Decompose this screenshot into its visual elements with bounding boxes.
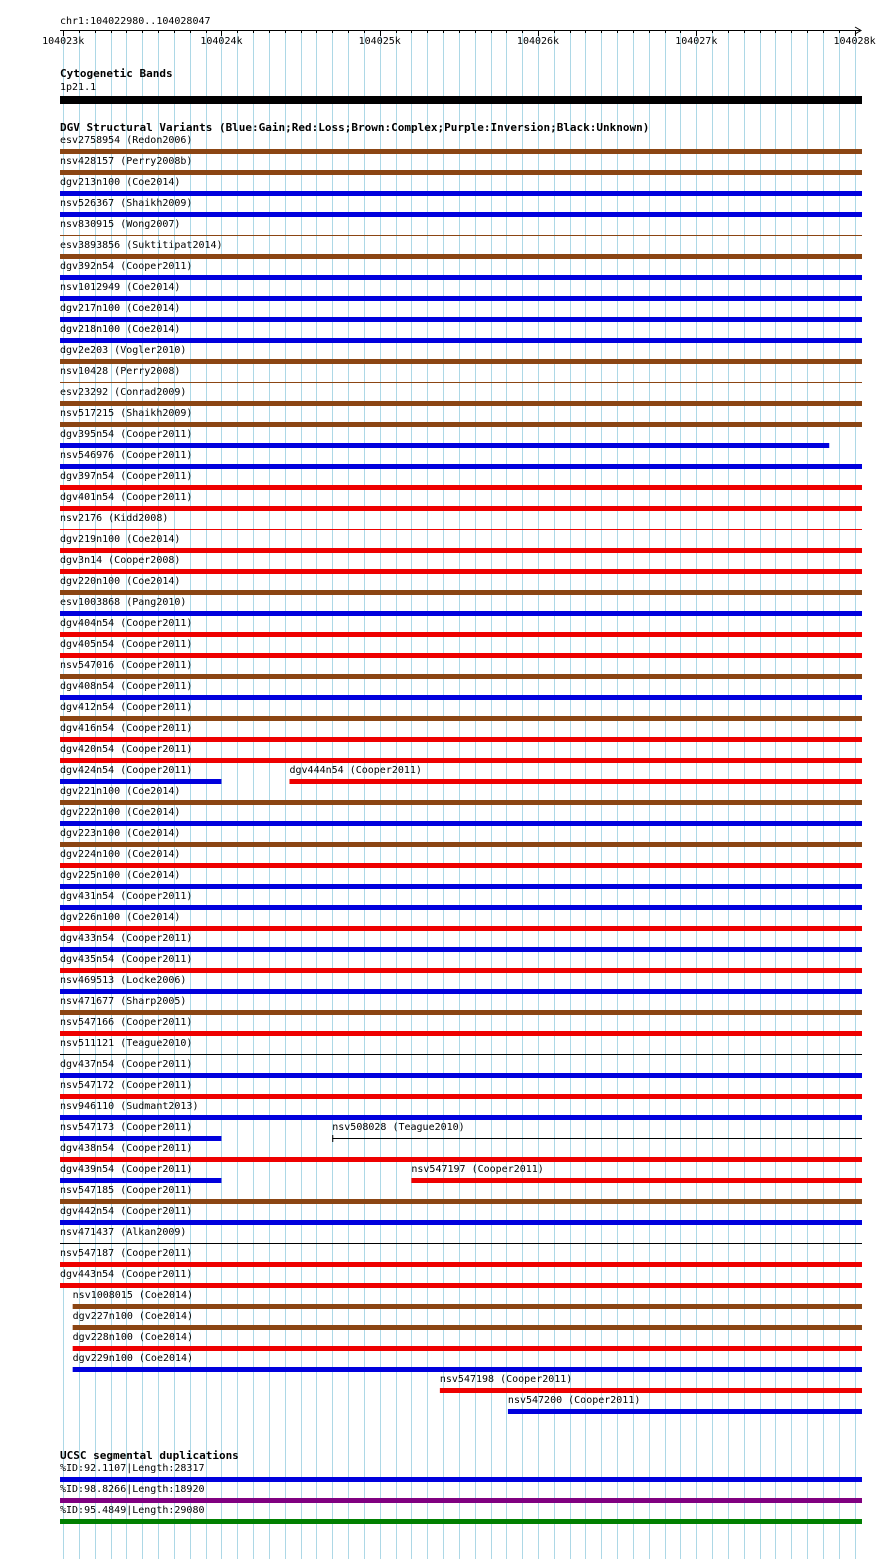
feature-bar — [60, 779, 221, 784]
feature-label: nsv471677 (Sharp2005) — [60, 996, 187, 1007]
coordinate-ruler — [42, 16, 876, 47]
feature-label: dgv220n100 (Coe2014) — [60, 576, 181, 587]
feature-label: dgv227n100 (Coe2014) — [72, 1311, 194, 1322]
feature-row — [60, 534, 862, 553]
feature-bar — [60, 1243, 862, 1244]
feature-bar — [60, 695, 862, 700]
feature-label: dgv222n100 (Coe2014) — [60, 807, 181, 818]
feature-label: dgv433n54 (Cooper2011) — [60, 933, 193, 944]
feature-label: nsv1012949 (Coe2014) — [60, 282, 181, 293]
feature-label: nsv2176 (Kidd2008) — [60, 513, 169, 524]
feature-label: nsv547198 (Cooper2011) — [439, 1374, 573, 1385]
feature-row — [60, 891, 862, 910]
feature-bar — [440, 1388, 862, 1393]
feature-row — [60, 1206, 862, 1225]
feature-label: dgv392n54 (Cooper2011) — [60, 261, 193, 272]
feature-row — [60, 933, 862, 952]
feature-label: dgv397n54 (Cooper2011) — [60, 471, 193, 482]
feature-label: 1p21.1 — [60, 82, 97, 93]
feature-bar — [60, 968, 862, 973]
feature-label: nsv547187 (Cooper2011) — [60, 1248, 193, 1259]
feature-bar — [508, 1409, 862, 1414]
feature-row — [60, 156, 862, 175]
feature-label: dgv401n54 (Cooper2011) — [60, 492, 193, 503]
feature-label: dgv404n54 (Cooper2011) — [60, 618, 193, 629]
feature-bar — [60, 422, 862, 427]
feature-label: nsv1008015 (Coe2014) — [72, 1290, 194, 1301]
feature-bar — [60, 96, 862, 104]
feature-bar — [60, 1115, 862, 1120]
feature-bar — [60, 506, 862, 511]
feature-label: nsv508028 (Teague2010) — [332, 1122, 465, 1133]
feature-label: dgv223n100 (Coe2014) — [60, 828, 181, 839]
feature-row — [60, 1101, 862, 1120]
feature-row — [60, 849, 862, 868]
feature-row — [60, 1227, 862, 1244]
feature-bar — [60, 212, 862, 217]
feature-label: nsv546976 (Cooper2011) — [60, 450, 193, 461]
feature-row — [60, 471, 862, 490]
feature-bar — [73, 1346, 862, 1351]
feature-row — [60, 576, 862, 595]
feature-row — [60, 513, 862, 530]
feature-row — [73, 1311, 862, 1330]
feature-row — [60, 807, 862, 826]
feature-label: nsv471437 (Alkan2009) — [60, 1227, 187, 1238]
feature-bar — [60, 1199, 862, 1204]
feature-row — [60, 261, 862, 280]
feature-row — [60, 1059, 862, 1078]
feature-row — [60, 408, 862, 427]
ruler-range-label: chr1:104022980..104028047 — [60, 16, 211, 27]
feature-label: dgv439n54 (Cooper2011) — [60, 1164, 193, 1175]
ruler-tick-label: 104028k — [833, 36, 876, 47]
feature-bar — [60, 674, 862, 679]
feature-label: dgv225n100 (Coe2014) — [60, 870, 181, 881]
feature-row — [60, 555, 862, 574]
feature-label: dgv217n100 (Coe2014) — [60, 303, 181, 314]
feature-bar — [60, 338, 862, 343]
feature-row — [440, 1374, 862, 1393]
feature-bar — [73, 1325, 862, 1330]
feature-bar — [60, 842, 862, 847]
feature-label: %ID:92.1107|Length:28317 — [60, 1463, 205, 1474]
feature-bar — [60, 611, 862, 616]
feature-bar — [60, 548, 862, 553]
feature-bar — [60, 382, 862, 383]
ruler-tick-label: 104024k — [200, 36, 243, 47]
feature-label: nsv547185 (Cooper2011) — [60, 1185, 193, 1196]
feature-bar — [60, 1136, 221, 1141]
feature-bar — [60, 1519, 862, 1524]
feature-row — [60, 912, 862, 931]
track-title: DGV Structural Variants (Blue:Gain;Red:Loss;Brown:Complex;Purple:Inversion;Black:Unknown) — [60, 121, 650, 134]
feature-row — [73, 1290, 862, 1309]
feature-row — [60, 744, 862, 763]
feature-label: dgv442n54 (Cooper2011) — [60, 1206, 193, 1217]
feature-label: dgv444n54 (Cooper2011) — [289, 765, 422, 776]
feature-row — [60, 786, 862, 805]
feature-row — [60, 996, 862, 1015]
feature-row — [60, 660, 862, 679]
feature-label: nsv830915 (Wong2007) — [60, 219, 181, 230]
feature-row — [60, 723, 862, 742]
feature-label: nsv946110 (Sudmant2013) — [60, 1101, 199, 1112]
feature-bar — [60, 485, 862, 490]
feature-label: nsv547197 (Cooper2011) — [411, 1164, 544, 1175]
feature-row — [60, 1164, 862, 1183]
feature-bar — [60, 1178, 221, 1183]
feature-label: dgv416n54 (Cooper2011) — [60, 723, 193, 734]
feature-bar — [60, 254, 862, 259]
feature-label: dgv2e203 (Vogler2010) — [60, 345, 187, 356]
feature-row — [60, 345, 862, 364]
feature-row — [60, 82, 862, 104]
feature-row — [73, 1332, 862, 1351]
ruler-tick-label: 104026k — [516, 36, 560, 47]
feature-label: dgv438n54 (Cooper2011) — [60, 1143, 193, 1154]
feature-bar — [60, 1498, 862, 1503]
feature-bar — [60, 947, 862, 952]
feature-bar — [60, 1262, 862, 1267]
feature-bar — [60, 905, 862, 910]
feature-row — [60, 1143, 862, 1162]
feature-row — [60, 702, 862, 721]
feature-bar — [60, 235, 862, 236]
feature-bar — [411, 1178, 862, 1183]
feature-label: nsv511121 (Teague2010) — [60, 1038, 193, 1049]
track-dgv — [60, 121, 862, 1414]
feature-bar — [60, 569, 862, 574]
feature-row — [60, 429, 829, 448]
feature-row — [60, 198, 862, 217]
feature-row — [60, 303, 862, 322]
feature-label: dgv412n54 (Cooper2011) — [60, 702, 193, 713]
feature-label: dgv229n100 (Coe2014) — [72, 1353, 194, 1364]
feature-bar — [60, 737, 862, 742]
feature-row — [60, 870, 862, 889]
feature-label: dgv218n100 (Coe2014) — [60, 324, 181, 335]
feature-row — [60, 450, 862, 469]
feature-row — [60, 975, 862, 994]
feature-bar — [60, 632, 862, 637]
feature-row — [60, 282, 862, 301]
feature-label: dgv213n100 (Coe2014) — [60, 177, 181, 188]
feature-label: dgv219n100 (Coe2014) — [60, 534, 181, 545]
feature-row — [60, 639, 862, 658]
feature-bar — [60, 359, 862, 364]
feature-label: dgv435n54 (Cooper2011) — [60, 954, 193, 965]
feature-bar — [73, 1304, 862, 1309]
feature-bar — [60, 1054, 862, 1055]
feature-bar — [60, 884, 862, 889]
feature-row — [508, 1395, 862, 1414]
feature-bar — [60, 1477, 862, 1482]
feature-bar — [60, 275, 862, 280]
feature-label: dgv226n100 (Coe2014) — [60, 912, 181, 923]
feature-label: dgv221n100 (Coe2014) — [60, 786, 181, 797]
feature-label: nsv428157 (Perry2008b) — [60, 156, 193, 167]
feature-row — [60, 1080, 862, 1099]
feature-row — [60, 324, 862, 343]
feature-bar — [60, 1073, 862, 1078]
feature-row — [60, 177, 862, 196]
feature-label: dgv431n54 (Cooper2011) — [60, 891, 193, 902]
feature-row — [60, 1463, 862, 1482]
feature-row — [60, 135, 862, 154]
feature-label: nsv526367 (Shaikh2009) — [60, 198, 193, 209]
feature-label: nsv547173 (Cooper2011) — [60, 1122, 193, 1133]
feature-bar — [60, 1157, 862, 1162]
feature-label: nsv547166 (Cooper2011) — [60, 1017, 193, 1028]
feature-row — [60, 828, 862, 847]
track-list — [60, 67, 862, 1524]
feature-label: dgv395n54 (Cooper2011) — [60, 429, 193, 440]
feature-bar — [60, 317, 862, 322]
feature-label: nsv547200 (Cooper2011) — [507, 1395, 641, 1406]
feature-bar — [60, 296, 862, 301]
ruler-tick-label: 104025k — [358, 36, 401, 47]
feature-bar — [60, 443, 829, 448]
feature-label: esv3893856 (Suktitipat2014) — [60, 240, 223, 251]
feature-label: esv1003868 (Pang2010) — [60, 597, 187, 608]
feature-label: dgv420n54 (Cooper2011) — [60, 744, 193, 755]
feature-row — [60, 219, 862, 236]
feature-label: nsv517215 (Shaikh2009) — [60, 408, 193, 419]
feature-row — [60, 1122, 862, 1142]
feature-bar — [332, 1138, 862, 1139]
feature-bar — [60, 529, 862, 530]
feature-bar — [60, 1031, 862, 1036]
feature-row — [60, 681, 862, 700]
feature-bar — [60, 191, 862, 196]
track-title: Cytogenetic Bands — [60, 67, 173, 80]
feature-row — [73, 1353, 862, 1372]
feature-label: nsv547172 (Cooper2011) — [60, 1080, 193, 1091]
feature-bar — [60, 821, 862, 826]
feature-row — [60, 1038, 862, 1055]
feature-label: dgv443n54 (Cooper2011) — [60, 1269, 193, 1280]
feature-label: %ID:95.4849|Length:29080 — [60, 1505, 205, 1516]
feature-label: dgv228n100 (Coe2014) — [72, 1332, 194, 1343]
feature-bar — [60, 149, 862, 154]
feature-row — [60, 1505, 862, 1524]
feature-label: nsv10428 (Perry2008) — [60, 366, 181, 377]
feature-row — [60, 954, 862, 973]
feature-label: dgv408n54 (Cooper2011) — [60, 681, 193, 692]
feature-label: nsv469513 (Locke2006) — [60, 975, 187, 986]
track-cytogenetic — [60, 67, 862, 104]
feature-label: esv23292 (Conrad2009) — [60, 387, 187, 398]
feature-bar — [60, 1010, 862, 1015]
feature-label: dgv424n54 (Cooper2011) — [60, 765, 193, 776]
feature-row — [60, 366, 862, 383]
feature-bar — [60, 800, 862, 805]
feature-bar — [60, 1220, 862, 1225]
feature-row — [60, 1248, 862, 1267]
feature-bar — [60, 716, 862, 721]
feature-bar — [60, 989, 862, 994]
feature-bar — [60, 464, 862, 469]
track-title: UCSC segmental duplications — [60, 1449, 239, 1462]
feature-row — [60, 492, 862, 511]
feature-row — [60, 618, 862, 637]
track-ucsc — [60, 1449, 862, 1524]
feature-label: dgv224n100 (Coe2014) — [60, 849, 181, 860]
feature-row — [60, 1269, 862, 1288]
feature-bar — [60, 1283, 862, 1288]
feature-row — [60, 765, 862, 784]
ruler-tick-label: 104027k — [675, 36, 718, 47]
feature-row — [60, 240, 862, 259]
feature-bar — [60, 653, 862, 658]
feature-row — [60, 1185, 862, 1204]
feature-bar — [60, 758, 862, 763]
feature-bar — [73, 1367, 862, 1372]
feature-row — [60, 1017, 862, 1036]
feature-row — [60, 387, 862, 406]
feature-label: nsv547016 (Cooper2011) — [60, 660, 193, 671]
feature-bar — [60, 1094, 862, 1099]
feature-label: %ID:98.8266|Length:18920 — [60, 1484, 205, 1495]
feature-bar — [60, 863, 862, 868]
feature-row — [60, 1484, 862, 1503]
ruler-tick-label: 104023k — [42, 36, 85, 47]
feature-label: dgv3n14 (Cooper2008) — [60, 555, 181, 566]
feature-bar — [60, 170, 862, 175]
feature-bar — [60, 926, 862, 931]
feature-label: dgv405n54 (Cooper2011) — [60, 639, 193, 650]
feature-label: dgv437n54 (Cooper2011) — [60, 1059, 193, 1070]
feature-label: esv2758954 (Redon2006) — [60, 135, 193, 146]
feature-bar — [60, 401, 862, 406]
feature-bar — [60, 590, 862, 595]
feature-row — [60, 597, 862, 616]
feature-bar — [290, 779, 862, 784]
